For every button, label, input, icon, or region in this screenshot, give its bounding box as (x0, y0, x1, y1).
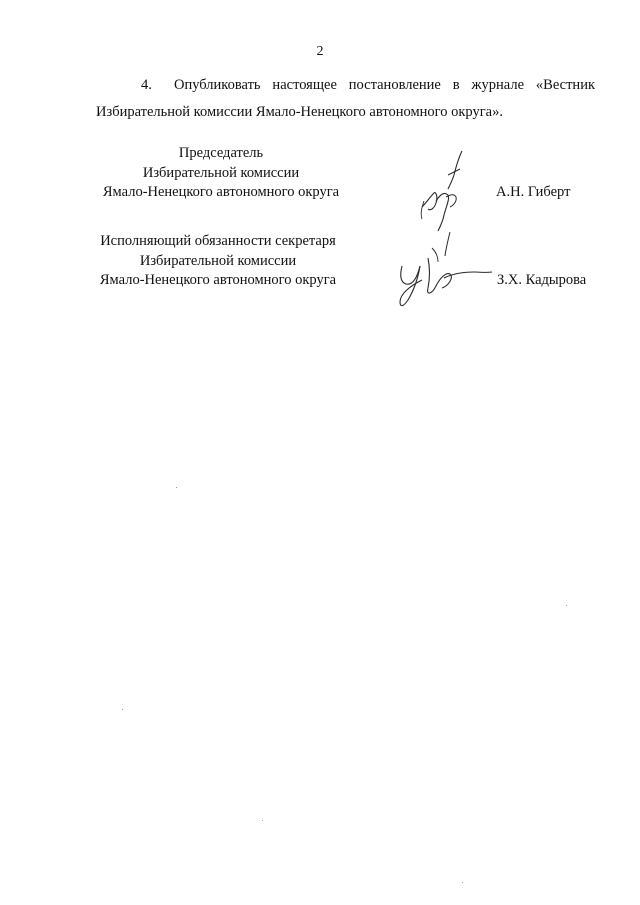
paragraph-text-line2: Избирательной комиссии Ямало-Ненецкого автономного округа». (96, 104, 503, 120)
signature-1-icon (410, 145, 480, 235)
scan-speck (262, 820, 263, 821)
paragraph-number: 4. (141, 77, 152, 93)
signatory-1-title-line-3: Ямало-Ненецкого автономного округа (102, 184, 340, 200)
signatory-2-title (88, 232, 348, 291)
signatory-2-title-line-2: Избирательной комиссии (139, 252, 297, 269)
signature-2-icon (388, 228, 498, 318)
paragraph-text-line1: Опубликовать настоящее постановление в журнале «Вестник (174, 77, 595, 93)
scan-speck (176, 487, 177, 488)
paragraph-item-4 (96, 72, 595, 126)
scan-speck (566, 605, 567, 606)
signatory-1-title-line-1: Председатель (178, 145, 264, 161)
scan-speck (462, 882, 463, 883)
signatory-1-title (91, 144, 351, 203)
signatory-1-title-line-2: Избирательной комиссии (142, 164, 300, 181)
signatory-2-name: З.Х. Кадырова (497, 272, 587, 288)
paragraph-first-line (96, 72, 595, 99)
signatory-2-title-line-1: Исполняющий обязанности секретаря (100, 233, 336, 249)
signatory-1-name: А.Н. Гиберт (496, 184, 571, 200)
scan-speck (122, 709, 123, 710)
page-number: 2 (316, 44, 324, 59)
signatory-2-title-line-3: Ямало-Ненецкого автономного округа (99, 272, 337, 288)
